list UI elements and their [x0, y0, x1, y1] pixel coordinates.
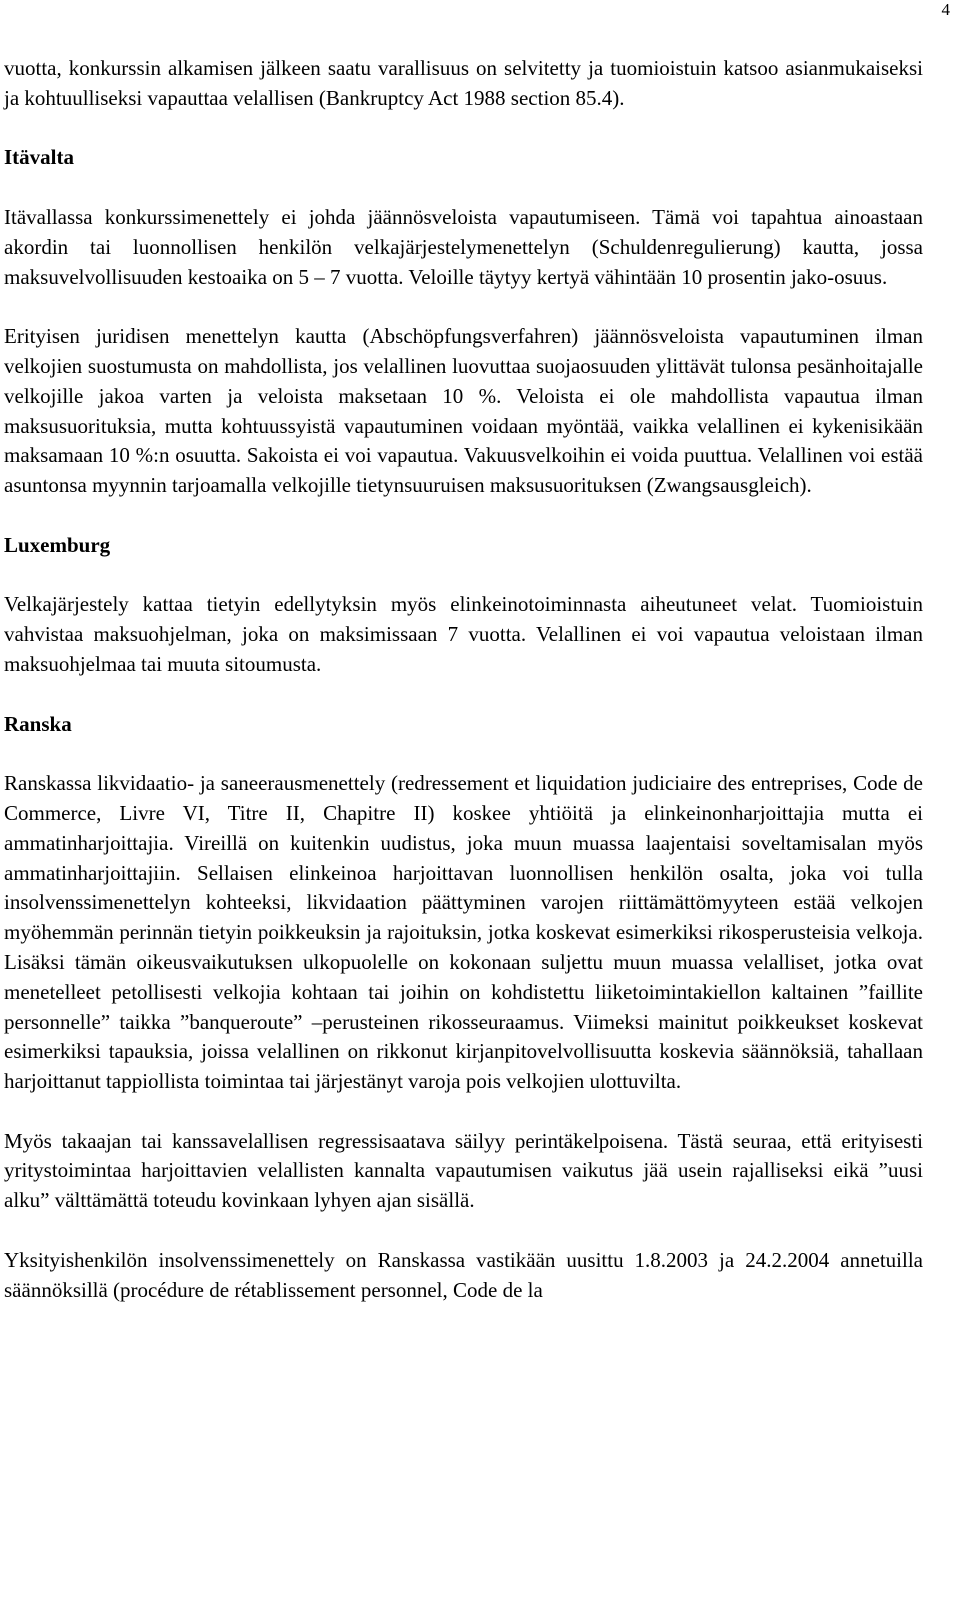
paragraph-ranska-guarantor: Myös takaajan tai kanssavelallisen regressisaatava säilyy perintäkelpoisena. Tästä seuraa, että erityisesti yritystoimintaa harjoittavien velallisten kannalta vapautumisen vaikutus jää usein rajalliseksi eikä ”uusi alku” välttämättä toteudu kovinkaan lyhyen ajan sisällä.	[4, 1128, 923, 1213]
paragraph-ranska-liquidation: Ranskassa likvidaatio- ja saneerausmenettely (redressement et liquidation judiciaire des entreprises, Code de Commerce, Livre VI, Titre II, Chapitre II) koskee yhtiöitä ja elinkeinonharjoittajia mutta ei ammatinharjoittajia. Vireillä on kuitenkin uudistus, joka muun muassa laajentaisi soveltamisalan myös ammatinharjoittajiin. Sellaisen elinkeinoa harjoittavan luonnollisen henkilön osalta, joka voi tulla insolvenssimenettelyn kohteeksi, likvidaation päättyminen varojen riittämättömyyteen estää velkojen myöhemmän perinnän tietyin poikkeuksin ja rajoituksin, jotka koskevat esimerkiksi rikosperusteisia velkoja. Lisäksi tämän oikeusvaikutuksen ulkopuolelle on kokonaan suljettu muun muassa velalliset, jotka ovat menetelleet petollisesti velkojia kohtaan tai joihin on kohdistettu liiketoimintakiellon kaltainen ”faillite personnelle” taikka ”banqueroute” –perusteinen rikosseuraamus. Viimeksi mainitut poikkeukset koskevat esimerkiksi tapauksia, joissa velallinen on rikkonut kirjanpitovelvollisuutta koskevia säännöksiä, tahallaan harjoittanut tappiollista toimintaa tai järjestänyt varoja pois velkojien ulottuvilta.	[4, 771, 923, 1094]
paragraph-itavalta-abschopfung: Erityisen juridisen menettelyn kautta (Abschöpfungsverfahren) jäännösveloista vapautuminen ilman velkojien suostumusta on mahdollista, jos velallinen luovuttaa suojaosuuden ylittävät tulonsa pesänhoitajalle velkojille jakoa varten ja veloista maksetaan 10 %. Veloista ei ole mahdollista vapautua ilman maksusuorituksia, mutta kohtuussyistä vapautuminen voidaan myöntää, vaikka velallinen ei kykenisikään maksamaan 10 %:n osuutta. Sakoista ei voi vapautua. Vakuusvelkoihin ei voida puuttua. Velallinen voi estää asuntonsa myynnin tarjoamalla velkojille tietynsuuruisen maksusuorituksen (Zwangsausgleich).	[4, 324, 923, 498]
heading-ranska: Ranska	[4, 711, 72, 736]
paragraph-bankruptcy-act-continuation: vuotta, konkurssin alkamisen jälkeen saatu varallisuus on selvitetty ja tuomioistuin katsoo asianmukaiseksi ja kohtuulliseksi vapauttaa velallisen (Bankruptcy Act 1988 section 85.4).	[4, 56, 923, 110]
heading-itavalta: Itävalta	[4, 145, 74, 170]
document-body	[4, 54, 923, 1305]
paragraph-luxemburg: Velkajärjestely kattaa tietyin edellytyksin myös elinkeinotoiminnasta aiheutuneet velat. Tuomioistuin vahvistaa maksuohjelman, joka on maksimissaan 7 vuotta. Velallinen ei voi vapautua veloistaan ilman maksuohjelmaa tai muuta sitoumusta.	[4, 592, 923, 676]
page-number: 4	[941, 0, 950, 19]
paragraph-itavalta-intro: Itävallassa konkurssimenettely ei johda jäännösveloista vapautumiseen. Tämä voi tapahtua ainoastaan akordin tai luonnollisen henkilön velkajärjestelymenettelyn (Schuldenregulierung) kautta, jossa maksuvelvollisuuden kestoaika on 5 – 7 vuotta. Veloille täytyy kertyä vähintään 10 prosentin jako-osuus.	[4, 204, 923, 289]
paragraph-ranska-personal-insolvency: Yksityishenkilön insolvenssimenettely on Ranskassa vastikään uusittu 1.8.2003 ja 24.2.2004 annetuilla säännöksillä (procédure de rétablissement personnel, Code de la	[4, 1247, 923, 1302]
heading-luxemburg: Luxemburg	[4, 532, 111, 557]
